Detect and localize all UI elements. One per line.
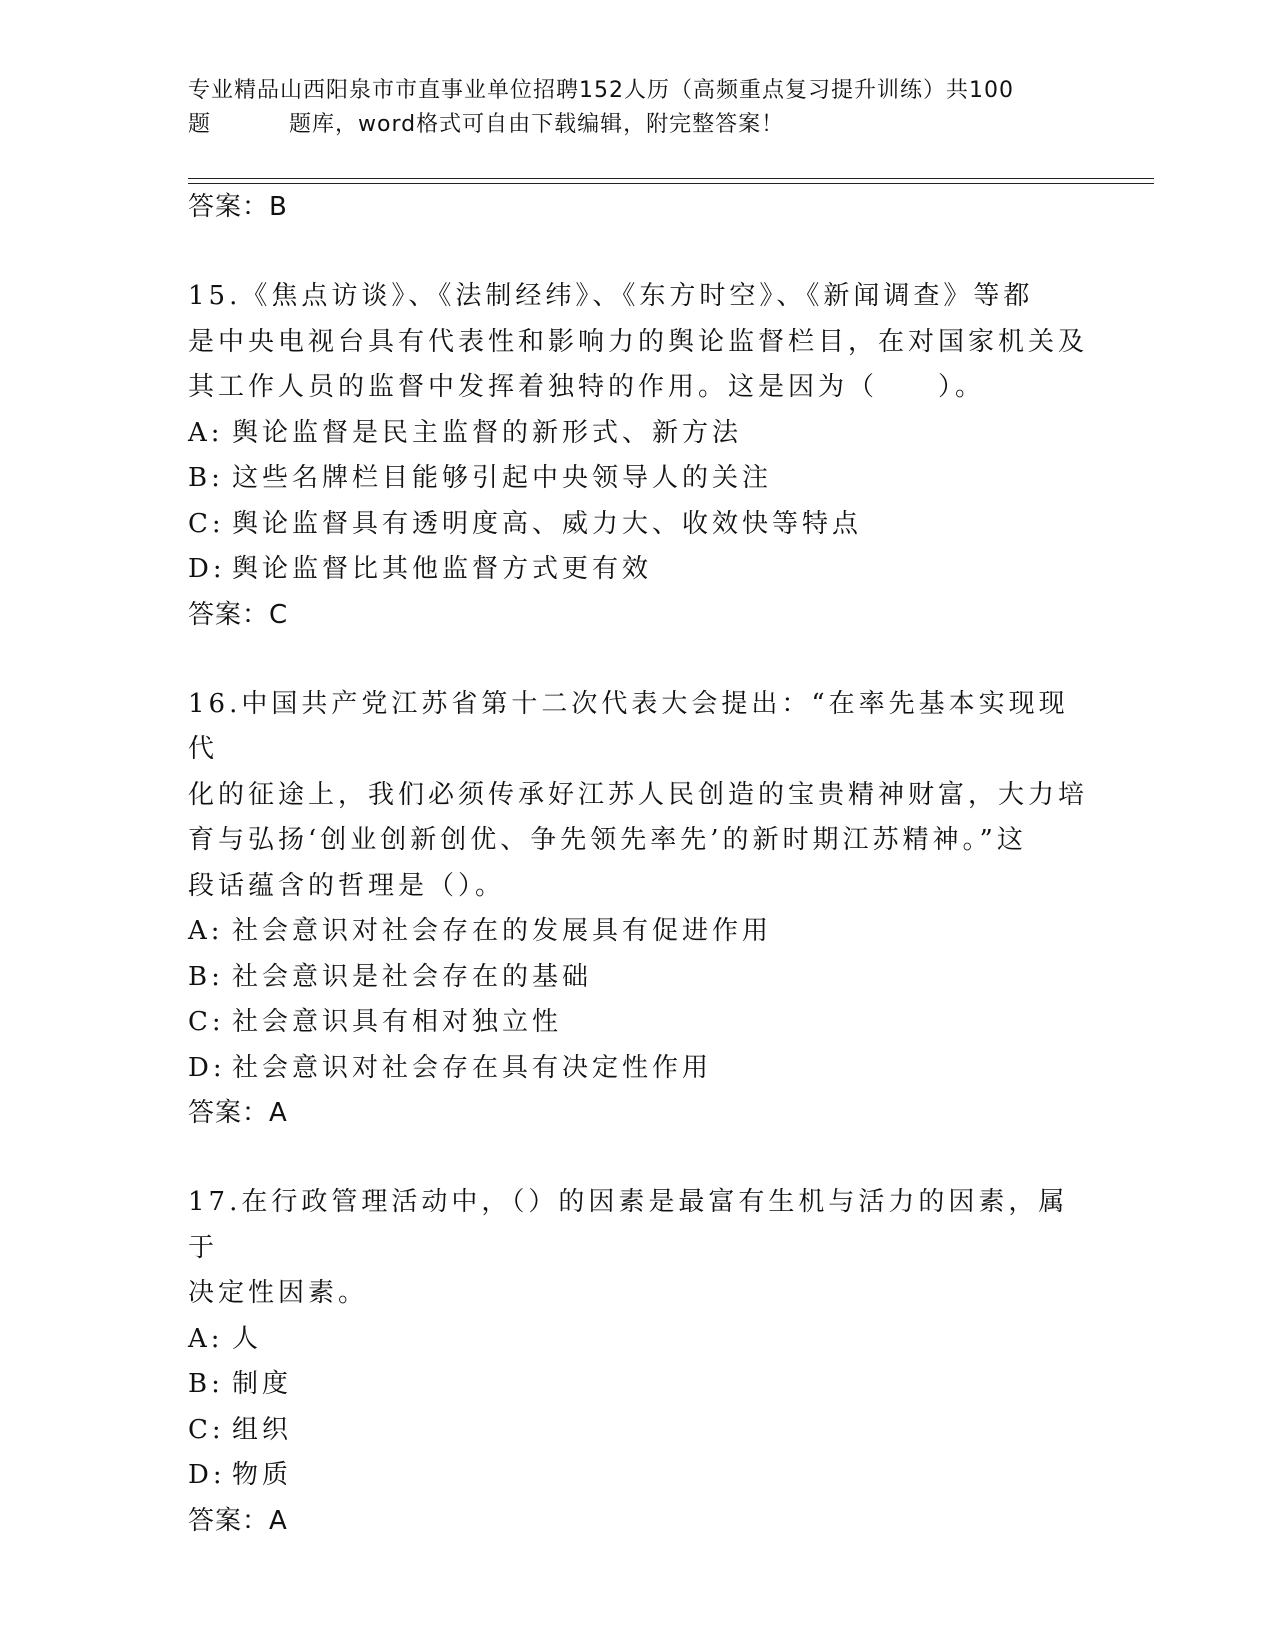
option-text: 组织	[232, 1414, 293, 1445]
stem-line: 是中央电视台具有代表性和影响力的舆论监督栏目，在对国家机关及	[188, 326, 1089, 357]
previous-answer: 答案：B	[188, 192, 288, 222]
stem-line: 化的征途上，我们必须传承好江苏人民创造的宝贵精神财富，大力培	[188, 779, 1089, 810]
header-title-line-2-left: 题	[188, 112, 212, 137]
stem-line: 其工作人员的监督中发挥着独特的作用。这是因为（ ）。	[188, 372, 986, 402]
option-text: 舆论监督比其他监督方式更有效	[232, 554, 653, 584]
option-c	[188, 502, 1088, 548]
option-text: 社会意识是社会存在的基础	[232, 961, 593, 992]
header-title-line-2-right: 题库，word格式可自由下载编辑，附完整答案！	[289, 112, 785, 137]
stem-line: 17.在行政管理活动中，（）的因素是最富有生机与活力的因素，属于	[188, 1187, 1069, 1263]
option-key: C:	[188, 1414, 225, 1445]
answer: 答案：A	[188, 1505, 288, 1536]
option-c	[188, 1408, 1088, 1454]
option-text: 社会意识对社会存在的发展具有促进作用	[232, 916, 773, 946]
option-b	[188, 456, 1088, 502]
answer: 答案：A	[188, 1098, 288, 1128]
stem-line: 决定性因素。	[188, 1278, 369, 1308]
option-text: 人	[232, 1323, 263, 1354]
option-text: 物质	[232, 1460, 293, 1490]
stem-line: 段话蕴含的哲理是（）。	[188, 870, 506, 901]
option-c	[188, 1000, 1088, 1046]
answer: 答案：C	[188, 599, 289, 630]
header-title-line-1: 专业精品山西阳泉市市直事业单位招聘152人历（高频重点复习提升训练）共100	[188, 78, 1014, 103]
stem-line: 16.中国共产党江苏省第十二次代表大会提出：“在率先基本实现现代	[188, 688, 1069, 764]
page-header	[188, 74, 1088, 142]
stem-line: 育与弘扬‘创业创新创优、争先领先率先’的新时期江苏精神。”这	[188, 825, 1027, 855]
option-d	[188, 547, 1088, 593]
question-16	[188, 682, 1088, 1137]
stem-line: 15.《焦点访谈》、《法制经纬》、《东方时空》、《新闻调查》等都	[188, 281, 1034, 311]
option-key: C:	[188, 508, 225, 539]
option-key: C:	[188, 1007, 225, 1037]
header-title-line-2	[188, 108, 1088, 142]
option-b	[188, 1362, 1088, 1408]
question-list	[188, 185, 1088, 1544]
question-stem	[188, 682, 1088, 910]
option-text: 这些名牌栏目能够引起中央领导人的关注	[232, 463, 773, 493]
question-15	[188, 274, 1088, 638]
option-text: 舆论监督具有透明度高、威力大、收效快等特点	[232, 508, 863, 539]
option-text: 社会意识具有相对独立性	[232, 1007, 563, 1037]
question-stem	[188, 274, 1088, 411]
option-key: D:	[188, 1460, 226, 1490]
option-key: B:	[188, 1369, 224, 1399]
option-text: 社会意识对社会存在具有决定性作用	[232, 1052, 713, 1083]
option-key: B:	[188, 463, 224, 493]
option-a	[188, 411, 1088, 457]
option-text: 舆论监督是民主监督的新形式、新方法	[232, 417, 743, 448]
option-d	[188, 1046, 1088, 1092]
question-17	[188, 1180, 1088, 1544]
option-key: A:	[188, 1323, 224, 1354]
header-divider-bottom	[188, 183, 1154, 184]
option-a	[188, 909, 1088, 955]
option-key: A:	[188, 916, 224, 946]
header-divider-top	[188, 178, 1154, 179]
option-a	[188, 1317, 1088, 1363]
option-text: 制度	[232, 1369, 293, 1399]
option-key: D:	[188, 554, 226, 584]
option-key: B:	[188, 961, 224, 992]
option-key: D:	[188, 1052, 226, 1083]
question-stem	[188, 1180, 1088, 1317]
option-b	[188, 955, 1088, 1001]
option-d	[188, 1453, 1088, 1499]
option-key: A:	[188, 417, 224, 448]
